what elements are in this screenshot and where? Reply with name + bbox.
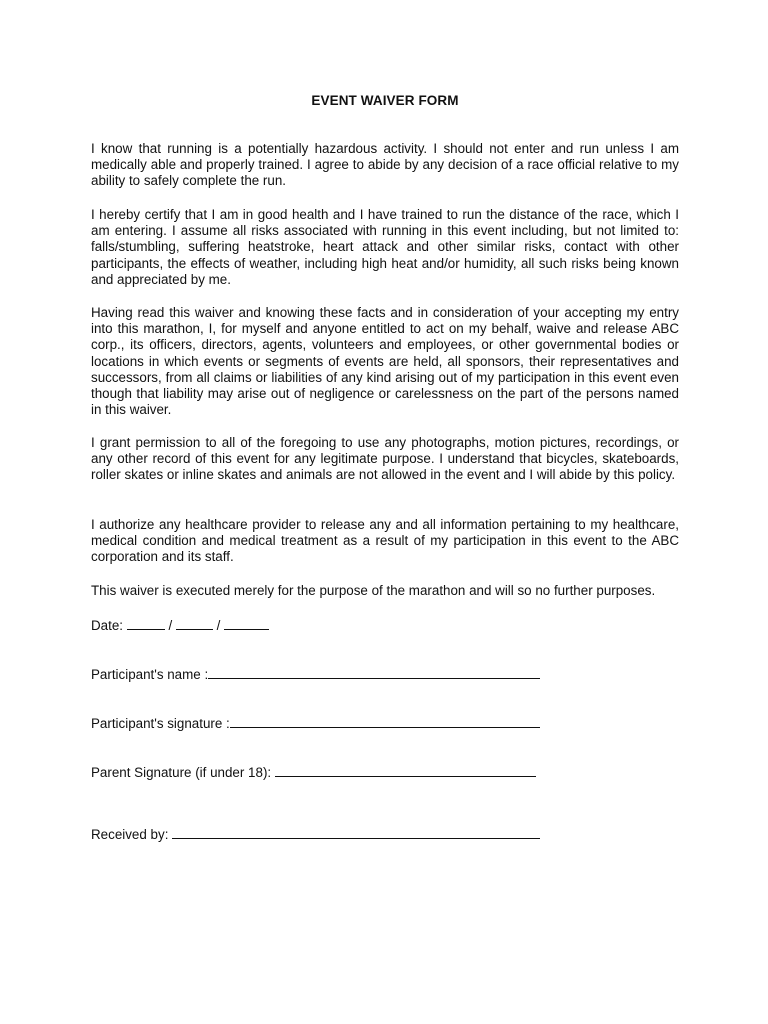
received-by-line[interactable] [172,825,540,839]
date-day-blank[interactable] [127,616,165,630]
date-month-blank[interactable] [176,616,213,630]
paragraph-media-permission: I grant permission to all of the foregoing to use any photographs, motion pictures, recordings, or any other record of this event for any legitimate purpose. I understand that bicycles, skateboards, roller skates or inline skates and animals are not allowed in the event and I will abide by this policy. [91,435,679,483]
paragraph-health-certification: I hereby certify that I am in good health and I have trained to run the distance of the race, which I am entering. I assume all risks associated with running in this event including, but not limited to: falls/stumbling, suffering heatstroke, heart attack and other similar risks, contact with other participants, the effects of weather, including high heat and/or humidity, all such risks being known and appreciated by me. [91,207,679,287]
date-field [91,616,269,634]
date-separator: / [212,618,225,633]
paragraph-liability-release: Having read this waiver and knowing these facts and in consideration of your accepting my entry into this marathon, I, for myself and anyone entitled to act on my behalf, waive and release ABC corp., its officers, directors, agents, volunteers and employees, or other governmental bodies or locations in which events or segments of events are held, all sponsors, their representatives and successors, from all claims or liabilities of any kind arising out of my participation in this event even though that liability may arise out of negligence or carelessness on the part of the persons named in this waiver. [91,305,679,418]
parent-signature-line[interactable] [275,763,536,777]
received-by-label: Received by: [91,827,173,842]
received-by-field [91,825,540,843]
date-year-blank[interactable] [224,616,269,630]
paragraph-waiver-purpose: This waiver is executed merely for the purpose of the marathon and will so no further purposes. [91,583,656,598]
date-label: Date: [91,618,124,633]
parent-signature-label: Parent Signature (if under 18): [91,765,275,780]
participant-signature-line[interactable] [230,714,540,728]
paragraph-healthcare-authorization: I authorize any healthcare provider to release any and all information pertaining to my healthcare, medical condition and medical treatment as a result of my participation in this event to the ABC corporation and its staff. [91,517,679,565]
parent-signature-field [91,763,536,781]
participant-name-label: Participant's name : [91,667,209,682]
participant-name-field [91,665,540,683]
participant-signature-field [91,714,540,732]
participant-name-line[interactable] [208,665,540,679]
form-title: EVENT WAIVER FORM [311,93,459,108]
participant-signature-label: Participant's signature : [91,716,230,731]
date-separator: / [164,618,176,633]
paragraph-medical-fitness: I know that running is a potentially hazardous activity. I should not enter and run unless I am medically able and properly trained. I agree to abide by any decision of a race official relative to my ability to safely complete the run. [91,141,679,189]
